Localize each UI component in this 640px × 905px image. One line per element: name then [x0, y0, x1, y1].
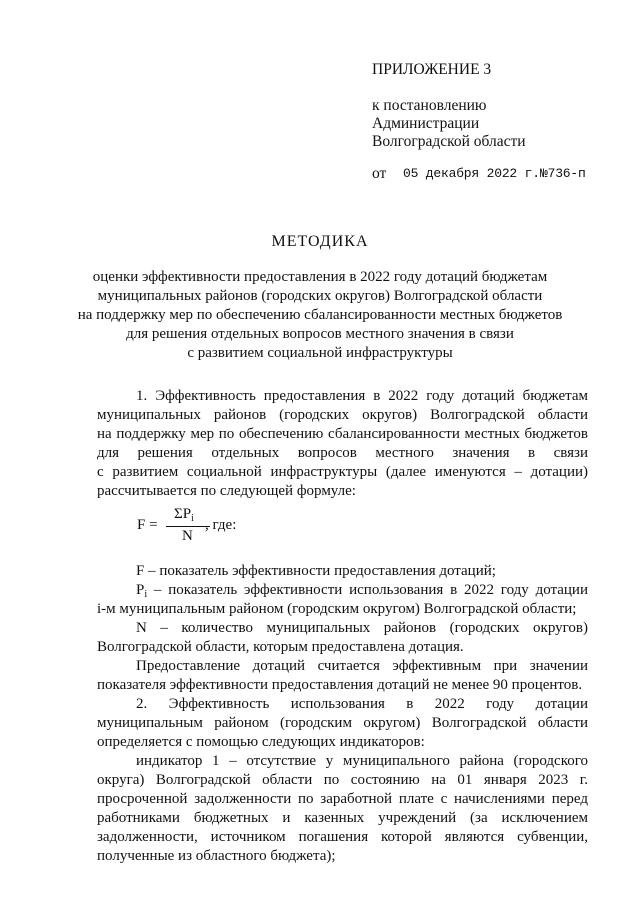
appendix-label: ПРИЛОЖЕНИЕ 3: [372, 61, 492, 78]
definition-n-line-1: N – количество муниципальных районов (городских округов): [136, 620, 588, 636]
paragraph-1-line: для решения отдельных вопросов местного значения в связи: [97, 445, 588, 461]
subtitle-line: для решения отдельных вопросов местного значения в связи: [126, 326, 514, 342]
date-prefix: от: [372, 165, 387, 182]
paragraph-1-line: 1. Эффективность предоставления в 2022 году дотаций бюджетам: [136, 388, 588, 404]
effectiveness-line: Предоставление дотаций считается эффективным при значении: [136, 658, 588, 674]
formula-denominator: N: [182, 528, 193, 544]
formula-numerator: $\Sigma P_i$: [174, 506, 194, 524]
header-line-1: к постановлению: [372, 97, 487, 114]
paragraph-1-line: рассчитывается по следующей формуле:: [97, 483, 356, 499]
subtitle-line: муниципальных районов (городских округов) Волгоградской области: [97, 288, 543, 304]
formula-lhs: F =: [137, 517, 158, 533]
definition-f: F – показатель эффективности предоставления дотаций;: [136, 563, 496, 579]
paragraph-1-line: муниципальных районов (городских округов) Волгоградской области: [97, 407, 588, 423]
fraction-bar: [166, 526, 210, 527]
paragraph-1-line: с развитием социальной инфраструктуры (далее именуются – дотации): [97, 464, 588, 480]
definition-p-line-1: $P_i$ – показатель эффективности использования в 2022 году дотации: [136, 582, 588, 600]
indicator-1-line: работниками бюджетных и казенных учреждений (за исключением: [97, 810, 588, 826]
indicator-1-line: индикатор 1 – отсутствие у муниципального района (городского: [136, 753, 588, 769]
indicator-1-line: полученные из областного бюджета);: [97, 848, 336, 864]
indicator-1-line: задолженности, источником погашения которой являются субвенции,: [97, 829, 588, 845]
document-number: №736-п: [540, 166, 586, 181]
header-line-2: Администрации: [372, 115, 480, 132]
formula-suffix: , где:: [205, 517, 237, 533]
subtitle-line: с развитием социальной инфраструктуры: [187, 345, 453, 361]
document-title: МЕТОДИКА: [271, 233, 369, 250]
document-date: 05 декабря 2022 г.: [403, 166, 540, 181]
paragraph-2-line: муниципальным районом (городским округом) Волгоградской области: [97, 715, 588, 731]
indicator-1-line: просроченной задолженности по заработной плате с начислениями перед: [97, 791, 588, 807]
indicator-1-line: округа) Волгоградской области по состоянию на 01 января 2023 г.: [97, 772, 588, 788]
paragraph-2-line: 2. Эффективность использования в 2022 году дотации: [136, 696, 588, 712]
paragraph-1-line: на поддержку мер по обеспечению сбалансированности местных бюджетов: [97, 426, 588, 442]
definition-p-line-2: i-м муниципальным районом (городским округом) Волгоградской области;: [97, 601, 577, 617]
header-line-3: Волгоградской области: [372, 133, 526, 150]
definition-n-line-2: Волгоградской области, которым предоставлена дотация.: [97, 639, 464, 655]
paragraph-2-line: определяется с помощью следующих индикаторов:: [97, 734, 425, 750]
effectiveness-line: показателя эффективности предоставления дотаций не менее 90 процентов.: [97, 677, 583, 693]
subtitle-line: на поддержку мер по обеспечению сбалансированности местных бюджетов: [77, 307, 563, 323]
subtitle-line: оценки эффективности предоставления в 2022 году дотаций бюджетам: [92, 269, 548, 285]
